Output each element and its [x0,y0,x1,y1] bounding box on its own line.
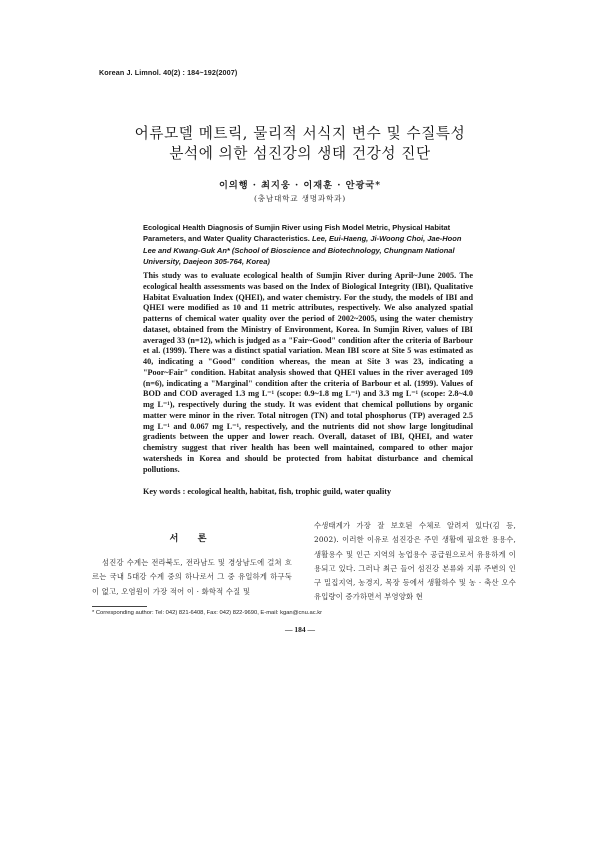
section-heading-introduction: 서 론 [169,533,215,544]
korean-title [100,124,500,164]
english-title: Ecological Health Diagnosis of Sumjin River using Fish Model Metric, Physical Habitat Parameters, and Water Quality Characteristics. [143,223,451,244]
right-column [314,519,516,605]
left-column-paragraph: 섬진강 수계는 전라북도, 전라남도 및 경상남도에 걸쳐 흐르는 국내 5대강 수계 중의 하나로서 그 중 유일하게 하구둑이 없고, 오염원이 가장 적어 이 · 화학적 수질 및 [92,558,292,596]
korean-title-line-2: 분석에 의한 섬진강의 생태 건강성 진단 [169,145,431,162]
right-column-paragraph: 수생태계가 가장 잘 보호된 수체로 알려져 있다(김 등, 2002). 이러한 이유로 섬진강은 주민 생활에 필요한 용용수, 생활용수 및 인근 지역의 농업용수 공급원으로서 유용하게 이용되고 있다. 그러나 최근 들어 섬진강 본류와 지류 주변의 인구 밀집지역, 농경지, 목장 등에서 생활하수 및 농 · 축산 오수 유입량이 증가하면서 부영양화 현 [314,521,516,602]
english-citation [143,222,473,268]
korean-authors: 이의행 · 최지웅 · 이재훈 · 안광국* [218,180,382,191]
page-number: — 184 — [285,625,315,634]
english-authors: Lee, Eui-Haeng, Ji-Woong Choi, Jae-Hoon Lee and Kwang-Guk An* (School of Bioscience and Biotechnology, Chungnam National University, Daejeon 305-764, Korea) [143,234,462,267]
journal-reference: Korean J. Limnol. 40(2) : 184~192(2007) [99,68,238,77]
keywords: Key words : ecological health, habitat, fish, trophic guild, water quality [143,487,392,496]
korean-affiliation: (충남대학교 생명과학과) [253,194,347,203]
footnote-divider [92,606,147,607]
footnote: * Corresponding author: Tel: 042) 821-6408, Fax: 042) 822-9690, E-mail: kgan@cnu.ac.kr [92,610,323,616]
abstract: This study was to evaluate ecological health of Sumjin River during April~June 2005. The ecological health assessments was based on the Index of Biological Integrity (IBI), Qualitative Habitat Evaluation Index (QHEI), and water chemistry. For the study, the models of IBI and QHEI were modified as 10 and 11 metric attributes, respectively. We also analyzed spatial patterns of chemical water quality over the period of 2002~2005, using the water chemistry dataset, obtained from the Ministry of Environment, Korea. In Sumjin River, values of IBI averaged 33 (n=12), which is judged as a "Fair~Good" condition after the criteria of Barbour et al. (1999). There was a distinct spatial variation. Mean IBI score at Site 5 was estimated as 40, indicating a "Good" condition whereas, the mean at Site 3 was 23, indicating a "Poor~Fair" condition. Habitat analysis showed that QHEI values in the river averaged 109 (n=6), indicating a "Marginal" condition after the criteria of Barbour et al. (1999). Values of BOD and COD averaged 1.3 mg L⁻¹ (scope: 0.9~1.8 mg L⁻¹) and 3.3 mg L⁻¹ (scope: 2.8~4.0 mg L⁻¹), respectively during the study. It was evident that chemical pollutions by organic matter were minor in the river. Total nitrogen (TN) and total phosphorus (TP) averaged 2.5 mg L⁻¹ and 0.067 mg L⁻¹, respectively, and the nutrients did not show large longitudinal gradients between the upper and lower reach. Overall, dataset of IBI, QHEI, and water chemistry suggest that river health has been well maintained, compared to other major watersheds in Korea and should be protected from habitat disturbance and chemical pollutions. [143,271,473,474]
left-column [92,520,292,599]
korean-title-line-1: 어류모델 메트릭, 물리적 서식지 변수 및 수질특성 [134,125,466,142]
